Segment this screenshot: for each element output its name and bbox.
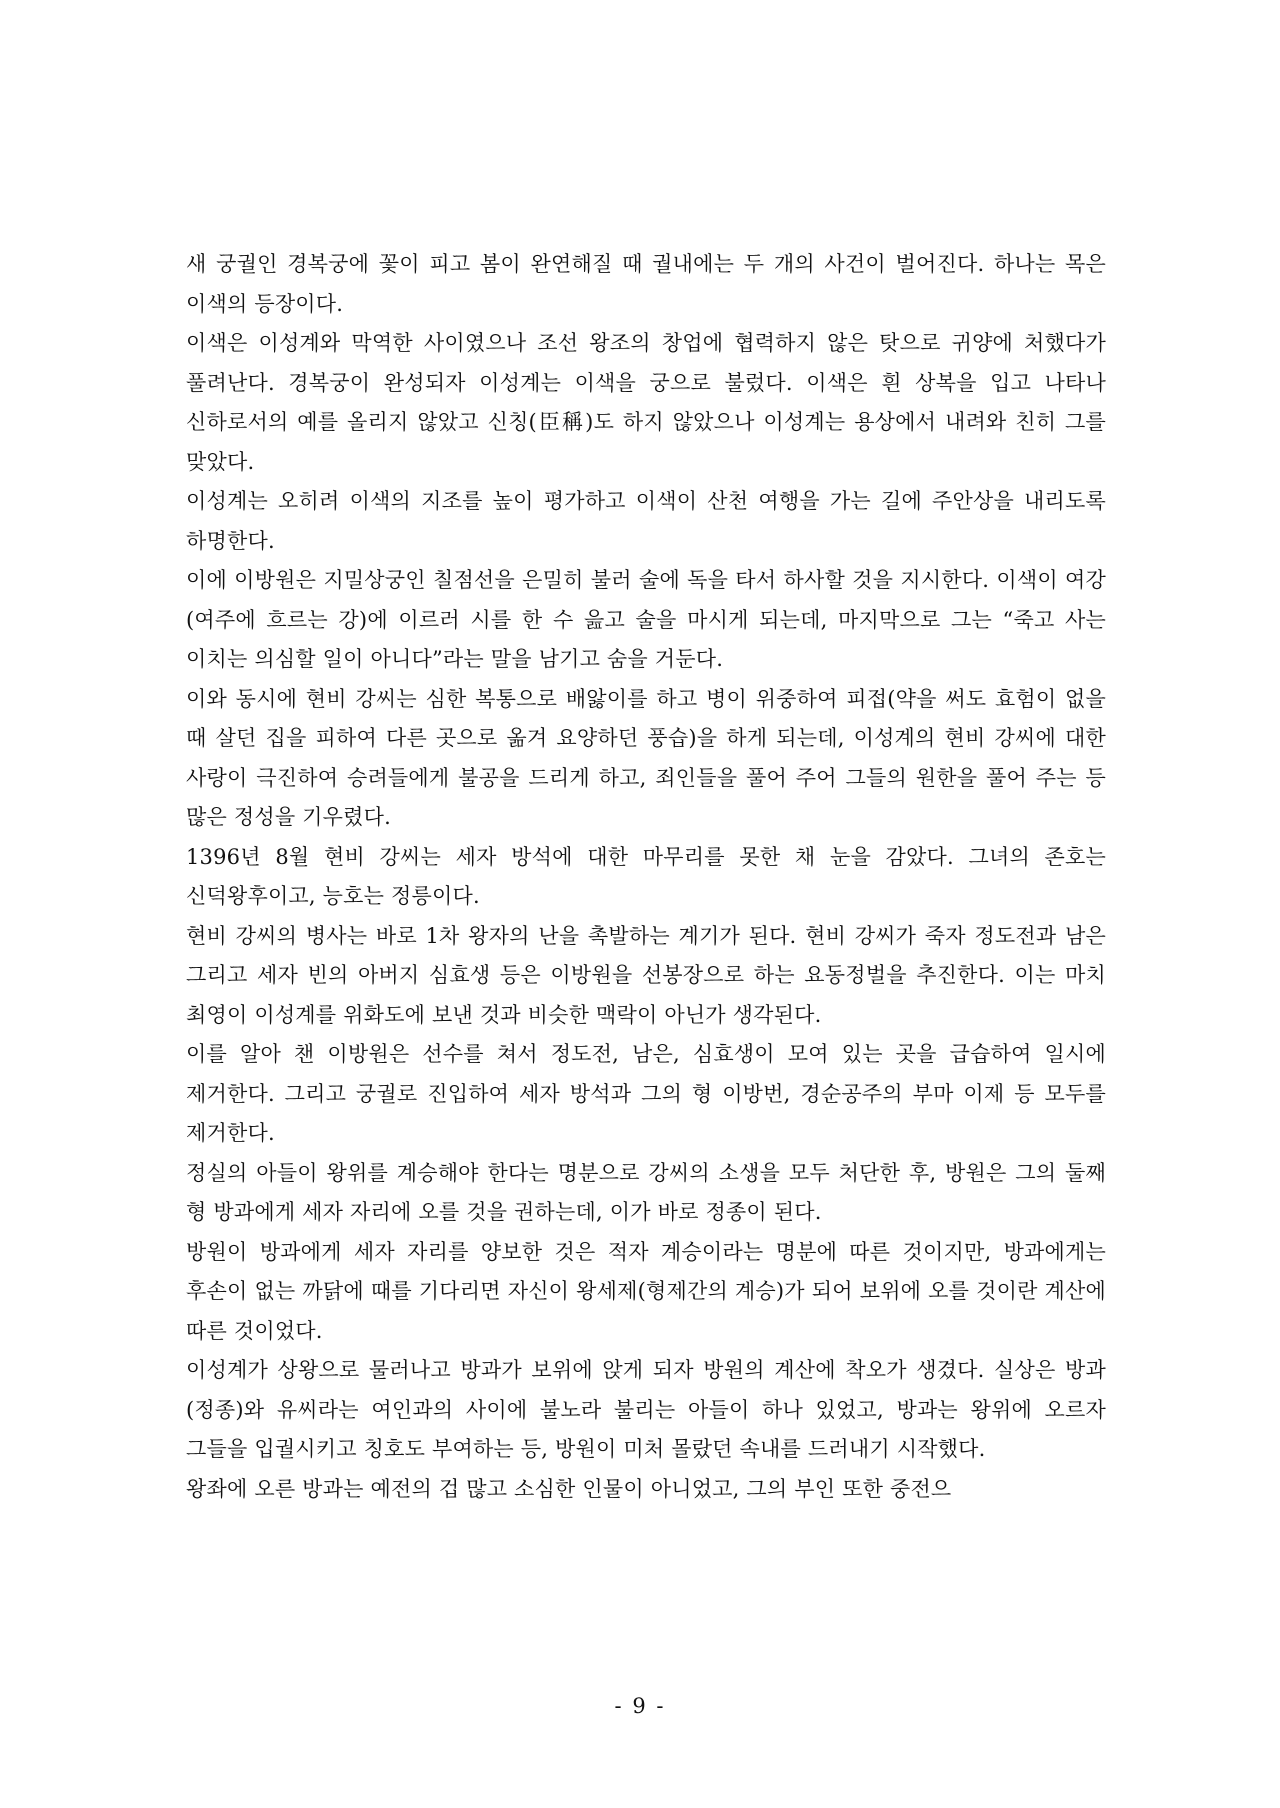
paragraph: 이를 알아 챈 이방원은 선수를 쳐서 정도전, 남은, 심효생이 모여 있는 곳을 급습하여 일시에 제거한다. 그리고 궁궐로 진입하여 세자 방석과 그의 형 이방번, 경순공주의 부마 이제 등 모두를 제거한다. xyxy=(186,1042,1106,1145)
paragraph: 왕좌에 오른 방과는 예전의 겁 많고 소심한 인물이 아니었고, 그의 부인 또한 중전으 xyxy=(186,1476,952,1501)
paragraph: 이와 동시에 현비 강씨는 심한 복통으로 배앓이를 하고 병이 위중하여 피접(약을 써도 효험이 없을 때 살던 집을 피하여 다른 곳으로 옮겨 요양하던 풍습)을 하게 되는데, 이성계의 현비 강씨에 대한 사랑이 극진하여 승려들에게 불공을 드리게 하고, 죄인들을 풀어 주어 그들의 원한을 풀어 주는 등 많은 정성을 기우렸다. xyxy=(186,686,1106,829)
paragraph: 현비 강씨의 병사는 바로 1차 왕자의 난을 촉발하는 계기가 된다. 현비 강씨가 죽자 정도전과 남은 그리고 세자 빈의 아버지 심효생 등은 이방원을 선봉장으로 하는 요동정벌을 추진한다. 이는 마치 최영이 이성계를 위화도에 보낸 것과 비슷한 맥락이 아닌가 생각된다. xyxy=(186,923,1106,1027)
paragraph: 방원이 방과에게 세자 자리를 양보한 것은 적자 계승이라는 명분에 따른 것이지만, 방과에게는 후손이 없는 까닭에 때를 기다리면 자신이 왕세제(형제간의 계승)가 되어 보위에 오를 것이란 계산에 따른 것이었다. xyxy=(186,1239,1106,1343)
paragraph: 이성계는 오히려 이색의 지조를 높이 평가하고 이색이 산천 여행을 가는 길에 주안상을 내리도록 하명한다. xyxy=(186,489,1106,553)
paragraph: 이에 이방원은 지밀상궁인 칠점선을 은밀히 불러 술에 독을 타서 하사할 것을 지시한다. 이색이 여강(여주에 흐르는 강)에 이르러 시를 한 수 읊고 술을 마시게 되는데, 마지막으로 그는 “죽고 사는 이치는 의심할 일이 아니다”라는 말을 남기고 숨을 거둔다. xyxy=(186,568,1106,671)
paragraph: 이성계가 상왕으로 물러나고 방과가 보위에 앉게 되자 방원의 계산에 착오가 생겼다. 실상은 방과(정종)와 유씨라는 여인과의 사이에 불노라 불리는 아들이 하나 있었고, 방과는 왕위에 오르자 그들을 입궐시키고 칭호도 부여하는 등, 방원이 미처 몰랐던 속내를 드러내기 시작했다. xyxy=(186,1358,1106,1461)
paragraph: 새 궁궐인 경복궁에 꽃이 피고 봄이 완연해질 때 궐내에는 두 개의 사건이 벌어진다. 하나는 목은 이색의 등장이다. xyxy=(186,252,1106,316)
page-number: - 9 - xyxy=(614,1694,666,1718)
paragraph: 1396년 8월 현비 강씨는 세자 방석에 대한 마무리를 못한 채 눈을 감았다. 그녀의 존호는 신덕왕후이고, 능호는 정릉이다. xyxy=(186,844,1106,908)
paragraph: 이색은 이성계와 막역한 사이였으나 조선 왕조의 창업에 협력하지 않은 탓으로 귀양에 처했다가 풀려난다. 경복궁이 완성되자 이성계는 이색을 궁으로 불렀다. 이색은 흰 상복을 입고 나타나 신하로서의 예를 올리지 않았고 신칭(臣稱)도 하지 않았으나 이성계는 용상에서 내려와 친히 그를 맞았다. xyxy=(186,331,1106,474)
paragraph: 정실의 아들이 왕위를 계승해야 한다는 명분으로 강씨의 소생을 모두 처단한 후, 방원은 그의 둘째 형 방과에게 세자 자리에 오를 것을 권하는데, 이가 바로 정종이 된다. xyxy=(186,1160,1106,1224)
document-body xyxy=(186,245,1106,1509)
